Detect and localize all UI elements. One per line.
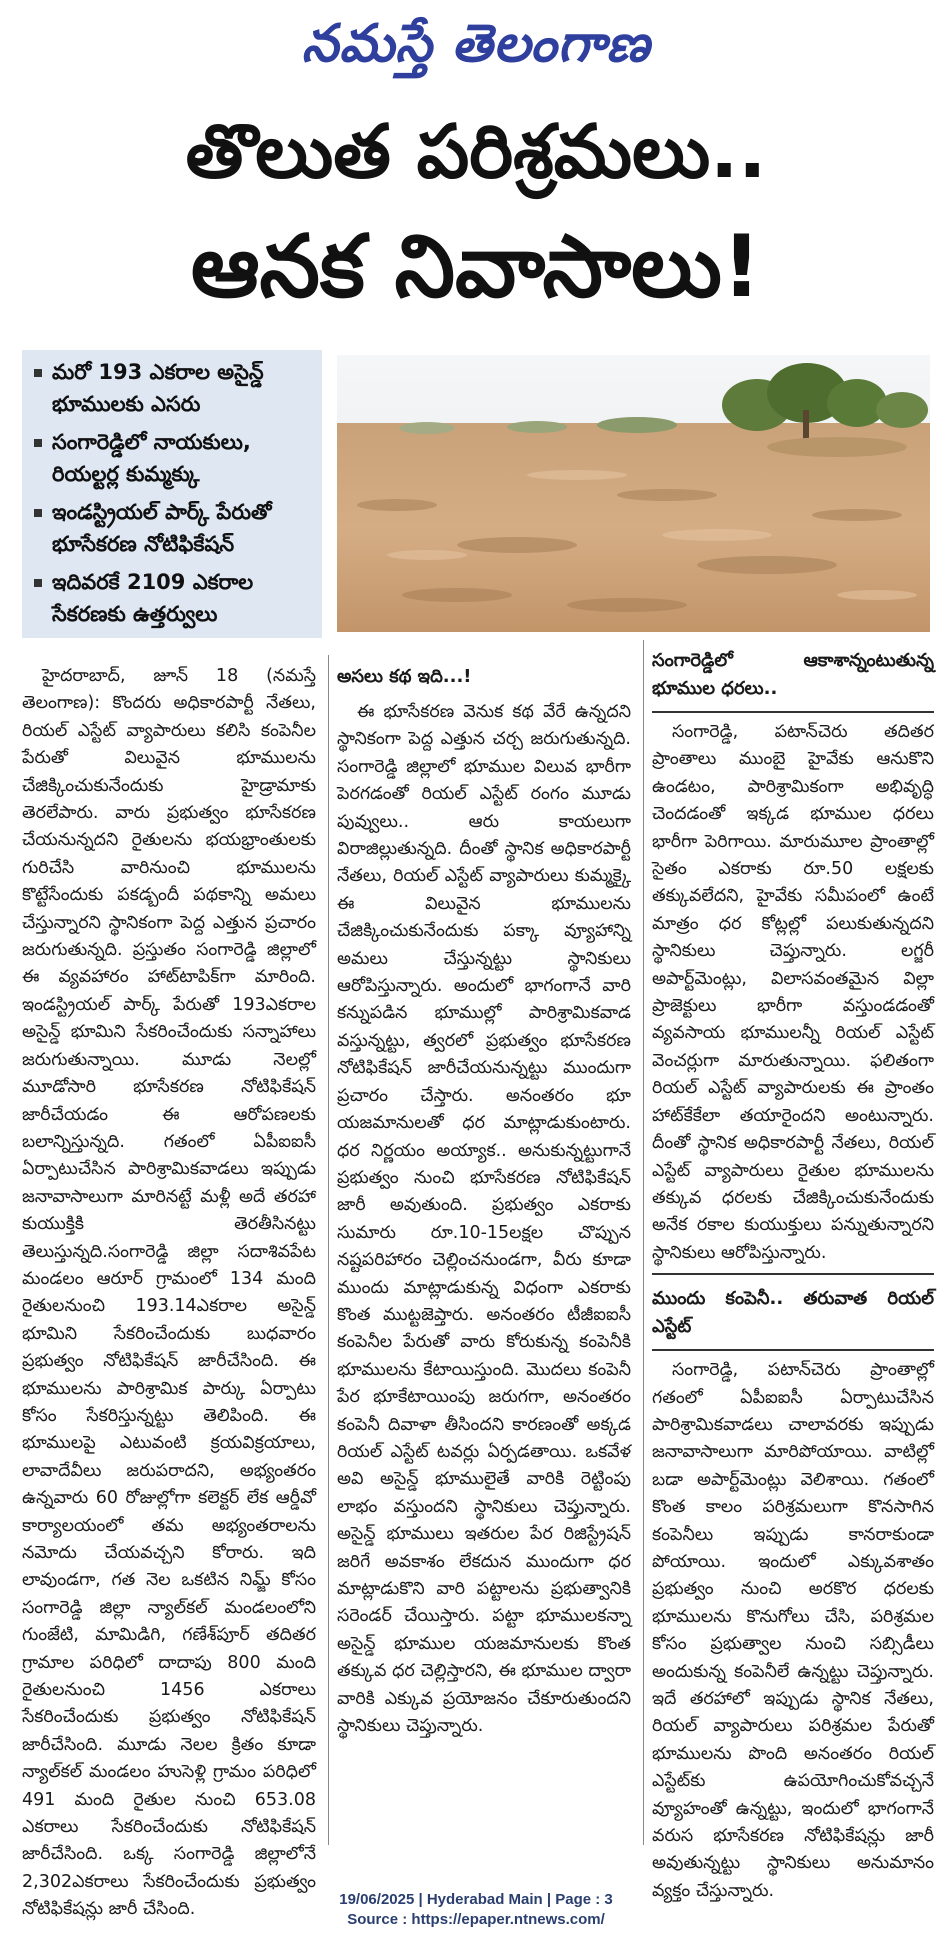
divider	[652, 1273, 934, 1275]
bullet-icon	[34, 439, 42, 447]
article-column-2	[337, 663, 631, 1744]
subheading: ముందు కంపెనీ.. తరువాత రియల్ ఎస్టేట్	[652, 1288, 934, 1338]
masthead	[0, 6, 952, 82]
article-paragraph: హైదరాబాద్, జూన్ 18 (నమస్తే తెలంగాణ): కొందరు అధికారపార్టీ నేతలు, రియల్ ఎస్టేట్ వ్యాపారులు కలిసి కంపెనీల పేరుతో విలువైన భూములను చేజిక్కించుకునేందుకు హైడ్రామాకు తెరలేపారు. వారు ప్రభుత్వం భూసేకరణ చేయనున్నదని రైతులను భయభ్రాంతులకు గురిచేసి వారినుంచి భూములను కొట్టేసేందుకు పకడ్బందీ పథకాన్ని అమలు చేస్తున్నారని స్థానికంగా పెద్ద ఎత్తున ప్రచారం జరుగుతున్నది. ప్రస్తుతం సంగారెడ్డి జిల్లాలో ఈ వ్యవహారం హాట్‌టాపిక్‌గా మారింది. ఇండస్ట్రియల్ పార్క్ పేరుతో 193ఎకరాల అసైన్డ్ భూమిని సేకరించేందుకు సన్నాహాలు జరుగుతున్నాయి. మూడు నెలల్లో మూడోసారి భూసేకరణ నోటిఫికేషన్ జారీచేయడం ఈ ఆరోపణలకు బలాన్నిస్తున్నది. గతంలో ఏపీఐఐసీ ఏర్పాటుచేసిన పారిశ్రామికవాడలు ఇప్పుడు జనావాసాలుగా మారినట్టే మళ్లీ అదే తరహా కుయుక్తికి తెరతీసినట్టు తెలుస్తున్నది.సంగారెడ్డి జిల్లా సదాశివపేట మండలం ఆరూర్ గ్రామంలో 134 మంది రైతులనుంచి 193.14ఎకరాల అసైన్డ్ భూమిని సేకరించేందుకు బుధవారం ప్రభుత్వం నోటిఫికేషన్ జారీచేసింది. ఈ భూములను పారిశ్రామిక పార్కు ఏర్పాటు కోసం సేకరిస్తున్నట్టు తెలిపింది. ఈ భూములపై ఎటువంటి క్రయవిక్రయాలు, లావాదేవీలు జరుపరాదని, అభ్యంతరం ఉన్నవారు 60 రోజుల్లోగా కలెక్టర్ లేక ఆర్డీవో కార్యాలయంలో తమ అభ్యంతరాలను నమోదు చేయవచ్చని కోరారు. ఇది లావుండగా, గత నెల ఒకటిన నిమ్జ్ కోసం సంగారెడ్డి జిల్లా న్యాల్‌కల్ మండలంలోని గుంజేటి, మామిడిగి, గణేశ్‌పూర్ తదితర గ్రామాల పరిధిలో దాదాపు 800 మంది రైతులనుంచి 1456 ఎకరాలు సేకరించేందుకు ప్రభుత్వం నోటిఫికేషన్ జారీచేసింది. మూడు నెలల క్రితం కూడా న్యాల్‌కల్ మండలం హుసెళ్లి గ్రామం పరిధిలో 491 మంది రైతుల నుంచి 653.08 ఎకరాలు సేకరించేందుకు నోటిఫికేషన్ జారీచేసింది. ఒక్క సంగారెడ్డి జిల్లాలోనే 2,302ఎకరాలు సేకరించేందుకు ప్రభుత్వం నోటిఫికేషన్లు జారీ చేసింది.	[22, 666, 316, 1920]
highlight-item: ఇండస్ట్రియల్ పార్క్ పేరుతో భూసేకరణ నోటిఫికేషన్	[34, 496, 320, 560]
page-footer	[0, 1890, 952, 1930]
subheading: సంగారెడ్డిలో ఆకాశాన్నంటుతున్న భూముల ధరలు..	[652, 650, 934, 699]
headline-line-2: ఆనక నివాసాలు!	[190, 217, 762, 317]
divider	[652, 711, 934, 713]
article-paragraph: సంగారెడ్డి, పటాన్‌చెరు ప్రాంతాల్లో గతంలో ఏపీఐఐసీ ఏర్పాటుచేసిన పారిశ్రామికవాడలు చాలావరకు ఇప్పుడు జనావాసాలుగా మారిపోయాయి. వాటిల్లో బడా అపార్ట్‌మెంట్లు వెలిశాయి. గతంలో కొంత కాలం పరిశ్రమలుగా కొనసాగిన కంపెనీలు ఇప్పుడు కానరాకుండా పోయాయి. ఇందులో ఎక్కువశాతం ప్రభుత్వం నుంచి అరకొర ధరలకు భూములను కొనుగోలు చేసి, పరిశ్రమల కోసం ప్రభుత్వాల నుంచి సబ్సిడీలు అందుకున్న కంపెనీలే ఉన్నట్టు చెప్తున్నారు. ఇదే తరహాలో ఇప్పుడు స్థానిక నేతలు, రియల్ వ్యాపారులు పరిశ్రమల పేరుతో భూములను పొంది అనంతరం రియల్ ఎస్టేట్‌కు ఉపయోగించుకోవచ్చనే వ్యూహంతో ఉన్నట్టు, ఇందులో భాగంగానే వరుస భూసేకరణ నోటిఫికేషన్లు జారీ అవుతున్నట్టు స్థానికులు అనుమానం వ్యక్తం చేస్తున్నారు.	[652, 1360, 934, 1901]
bullet-icon	[34, 579, 42, 587]
headline-line-1: తొలుత పరిశ్రమలు..	[185, 109, 767, 195]
edition-info: 19/06/2025 | Hyderabad Main | Page : 3	[339, 1891, 613, 1908]
bullet-icon	[34, 509, 42, 517]
highlight-item: సంగారెడ్డిలో నాయకులు, రియల్టర్ల కుమ్మక్కు	[34, 426, 320, 490]
divider	[652, 1349, 934, 1351]
article-column-3	[652, 647, 934, 1909]
bullet-icon	[34, 369, 42, 377]
highlight-item: ఇదివరకే 2109 ఎకరాల సేకరణకు ఉత్తర్వులు	[34, 566, 320, 630]
masthead-logo: నమస్తే తెలంగాణ	[301, 14, 651, 74]
farmland-photo	[337, 355, 930, 632]
article-paragraph: ఈ భూసేకరణ వెనుక కథ వేరే ఉన్నదని స్థానికంగా పెద్ద ఎత్తున చర్చ జరుగుతున్నది. సంగారెడ్డి జిల్లాలో భూముల విలువ భారీగా పెరగడంతో రియల్ ఎస్టేట్ రంగం మూడు పువ్వులు.. ఆరు కాయలుగా విరాజిల్లుతున్నది. దీంతో స్థానిక అధికారపార్టీ నేతలు, రియల్ ఎస్టేట్ వ్యాపారులు కుమ్మక్కై ఈ విలువైన భూములను చేజిక్కించుకునేందుకు పక్కా వ్యూహాన్ని అమలు చేస్తున్నట్టు స్థానికులు ఆరోపిస్తున్నారు. అందులో భాగంగానే వారి కన్నుపడిన భూముల్లో పారిశ్రామికవాడ వస్తున్నట్టు, త్వరలో ప్రభుత్వం భూసేకరణ నోటిఫికేషన్ జారీచేయనున్నట్టు ముందుగా ప్రచారం చేస్తారు. అనంతరం భూ యజమానులతో ధర మాట్లాడుకుంటారు. ధర నిర్ణయం అయ్యాక.. అనుకున్నట్టుగానే ప్రభుత్వం నుంచి భూసేకరణ నోటిఫికేషన్ జారీ అవుతుంది. ప్రభుత్వం ఎకరాకు సుమారు రూ.10-15లక్షల చొప్పున నష్టపరిహారం చెల్లించనుండగా, వీరు కూడా ముందు మాట్లాడుకున్న విధంగా ఎకరాకు కొంత ముట్టజెప్తారు. అనంతరం టీజీఐఐసీ కంపెనీల పేరుతో వారు కోరుకున్న కంపెనీకి భూములను కేటాయిస్తుంది. మొదలు కంపెనీ పేర భూకేటాయింపు జరుగగా, అనంతరం కంపెనీ దివాళా తీసిందని కారణంతో అక్కడ రియల్ ఎస్టేట్ టవర్లు ఏర్పడతాయి. ఒకవేళ అవి అసైన్డ్ భూములైతే వారికి రెట్టింపు లాభం వస్తుందని స్థానికులు చెప్తున్నారు. అసైన్డ్ భూములు ఇతరుల పేర రిజిస్ట్రేషన్ జరిగే అవకాశం లేకదున ముందుగా ధర మాట్లాడుకొని వారి పట్టాలను ప్రభుత్వానికి సరెండర్ చేయిస్తారు. పట్టా భూములకన్నా అసైన్డ్ భూముల యజమానులకు కొంత తక్కువ ధర చెల్లిస్తారని, ఈ భూముల ద్వారా వారికి ఎక్కువ ప్రయోజనం చేకూరుతుందని స్థానికులు చెప్తున్నారు.	[337, 702, 631, 1737]
highlight-item: మరో 193 ఎకరాల అసైన్డ్ భూములకు ఎసరు	[34, 356, 320, 420]
article-paragraph: సంగారెడ్డి, పటాన్‌చెరు తదితర ప్రాంతాలు ముంబై హైవేకు ఆనుకొని ఉండటం, పారిశ్రామికంగా అభివృద్ధి చెందడంతో ఇక్కడ భూముల ధరలు భారీగా పెరిగాయి. మారుమూల ప్రాంతాల్లో సైతం ఎకరాకు రూ.50 లక్షలకు తక్కువలేదని, హైవేకు సమీపంలో ఉంటే మాత్రం ధర కోట్లల్లో పలుకుతున్నదని స్థానికులు చెప్తున్నారు. లగ్జరీ అపార్ట్‌మెంట్లు, విలాసవంతమైన విల్లా ప్రాజెక్టులు భారీగా వస్తుండడంతో వ్యవసాయ భూములన్నీ రియల్ ఎస్టేట్ వెంచర్లుగా మారుతున్నాయి. ఫలితంగా రియల్ ఎస్టేట్ వ్యాపారులకు ఈ ప్రాంతం హాట్‌కేకేలా తయారైందని అంటున్నారు. దీంతో స్థానిక అధికారపార్టీ నేతలు, రియల్ ఎస్టేట్ వ్యాపారులు రైతుల భూములను తక్కువ ధరలకు చేజిక్కించుకునేందుకు అనేక రకాల కుయుక్తులు పన్నుతున్నారని స్థానికులు ఆరోపిస్తున్నారు.	[652, 722, 934, 1263]
article-column-1	[22, 663, 316, 1928]
column-divider	[643, 640, 644, 1845]
column-divider	[328, 655, 329, 1845]
subheading: అసలు కథ ఇది...!	[337, 666, 472, 687]
source-link[interactable]: Source : https://epaper.ntnews.com/	[347, 1911, 605, 1928]
highlights-box	[22, 350, 322, 638]
